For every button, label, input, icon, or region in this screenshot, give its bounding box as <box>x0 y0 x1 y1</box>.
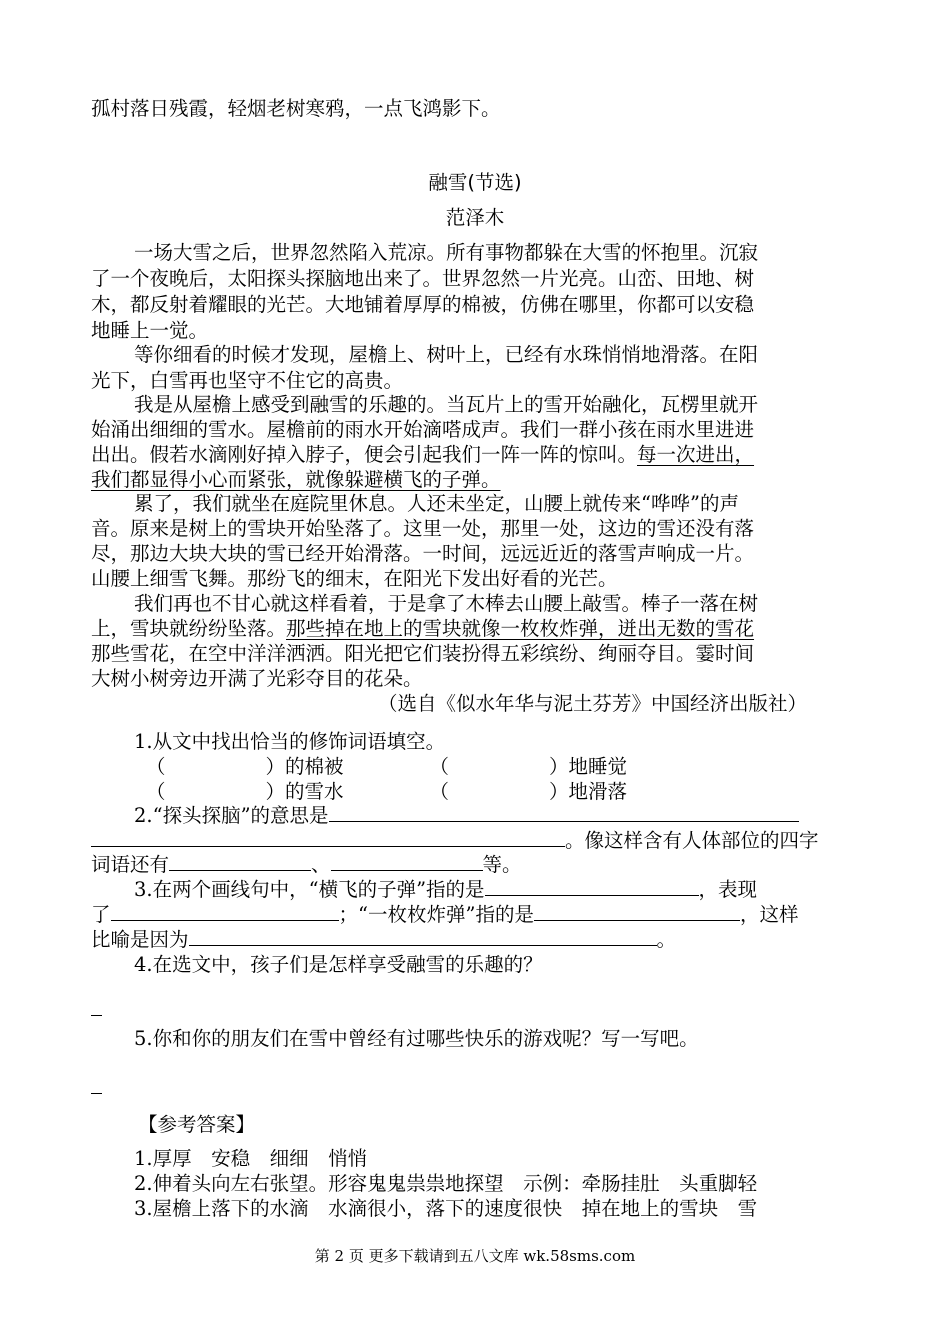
paragraph-line: 一场大雪之后，世界忽然陷入荒凉。所有事物都躲在大雪的怀抱里。沉寂 <box>134 241 759 264</box>
question-3: 3.在两个画线句中，“横飞的子弹”指的是 ，表现 <box>134 878 758 901</box>
answer-blank[interactable] <box>534 902 740 921</box>
question-1-blanks-row-1: （ ）的棉被 （ ）地睡觉 <box>146 755 628 778</box>
question-2-cont: 词语还有 、 等。 <box>91 853 522 876</box>
paragraph-line <box>91 442 754 468</box>
paragraph-line: 尽，那边大块大块的雪已经开始滑落。一时间，远远近近的落雪声响成一片。 <box>91 542 755 565</box>
paragraph-line: 了一个夜晚后，太阳探头探脑地出来了。世界忽然一片光亮。山峦、田地、树 <box>91 267 755 290</box>
page-footer: 第 2 页 更多下载请到五八文库 wk.58sms.com <box>314 1247 636 1265</box>
underlined-sentence-2: 那些掉在地上的雪块就像一枚枚炸弹，迸出无数的雪花 <box>286 617 755 640</box>
blank-label: ）的雪水 <box>265 780 344 803</box>
question-2: 2.“探头探脑”的意思是 <box>134 803 799 829</box>
paragraph-line: 音。原来是树上的雪块开始坠落了。这里一处，那里一处，这边的雪还没有落 <box>91 517 755 540</box>
paragraph-line: 我们再也不甘心就这样看着，于是拿了木棒去山腰上敲雪。棒子一落在树 <box>134 592 759 615</box>
article-author: 范泽木 <box>445 206 505 229</box>
paragraph-line: 等你细看的时候才发现，屋檐上、树叶上，已经有水珠悄悄地滑落。在阳 <box>134 343 759 366</box>
answer-blank[interactable] <box>485 877 699 896</box>
article-source: （选自《似水年华与泥土芬芳》中国经济出版社） <box>378 692 808 715</box>
question-1-blanks-row-2: （ ）的雪水 （ ）地滑落 <box>146 780 628 803</box>
answer-blank[interactable] <box>331 852 483 871</box>
answer-3: 3.屋檐上落下的水滴 水滴很小，落下的速度很快 掉在地上的雪块 雪 <box>134 1197 758 1220</box>
answer-blank[interactable] <box>189 927 657 946</box>
underlined-sentence-1: 每一次进出， <box>637 443 755 466</box>
answer-2: 2.伸着头向左右张望。形容鬼鬼祟祟地探望 示例：牵肠挂肚 头重脚轻 <box>134 1172 758 1195</box>
question-1: 1.从文中找出恰当的修饰词语填空。 <box>134 730 446 753</box>
question-2-cont: 。像这样含有人体部位的四字 <box>91 828 819 854</box>
answer-1: 1.厚厚 安稳 细细 悄悄 <box>134 1147 368 1170</box>
question-4: 4.在选文中，孩子们是怎样享受融雪的乐趣的？ <box>134 953 543 976</box>
paragraph-line: 始涌出细细的雪水。屋檐前的雨水开始滴嗒成声。我们一群小孩在雨水里进进 <box>91 418 755 441</box>
answer-blank[interactable] <box>91 828 565 847</box>
paragraph-text: 上，雪块就纷纷坠落。 <box>91 617 287 640</box>
answer-line-stub <box>91 1093 102 1094</box>
question-3-cont: 比喻是因为 。 <box>91 928 677 951</box>
answer-blank[interactable] <box>169 852 311 871</box>
paragraph-line: 木，都反射着耀眼的光芒。大地铺着厚厚的棉被，仿佛在哪里，你都可以安稳 <box>91 293 755 316</box>
blank-label: ）地睡觉 <box>549 755 628 778</box>
article-title: 融雪(节选) <box>428 171 522 194</box>
answer-line-stub <box>91 1015 102 1016</box>
question-3-cont: 了 ；“一枚枚炸弹”指的是 ，这样 <box>91 903 799 926</box>
question-5: 5.你和你的朋友们在雪中曾经有过哪些快乐的游戏呢？写一写吧。 <box>134 1027 699 1050</box>
answer-blank[interactable] <box>329 803 799 822</box>
paragraph-line: 山腰上细雪飞舞。那纷飞的细末，在阳光下发出好看的光芒。 <box>91 567 618 590</box>
paragraph-line: 那些雪花，在空中洋洋洒洒。阳光把它们装扮得五彩缤纷、绚丽夺目。霎时间 <box>91 642 755 665</box>
paragraph-line <box>91 616 754 642</box>
paragraph-line: 地睡上一觉。 <box>91 319 209 342</box>
underlined-sentence-1-cont: 我们都显得小心而紧张，就像躲避横飞的子弹。 <box>91 468 501 491</box>
answer-blank[interactable] <box>111 902 339 921</box>
blank-label: ）的棉被 <box>265 755 344 778</box>
poem-line: 孤村落日残霞，轻烟老树寒鸦，一点飞鸿影下。 <box>91 97 501 120</box>
paragraph-line: 我是从屋檐上感受到融雪的乐趣的。当瓦片上的雪开始融化，瓦楞里就开 <box>134 393 759 416</box>
paragraph-line: 大树小树旁边开满了光彩夺目的花朵。 <box>91 667 423 690</box>
paragraph-line: 累了，我们就坐在庭院里休息。人还未坐定，山腰上就传来“哗哗”的声 <box>134 492 739 515</box>
answer-heading: 【参考答案】 <box>138 1113 256 1136</box>
paragraph-line: 光下，白雪再也坚守不住它的高贵。 <box>91 369 404 392</box>
blank-label: ）地滑落 <box>549 780 628 803</box>
paragraph-text: 出出。假若水滴刚好掉入脖子，便会引起我们一阵一阵的惊叫。 <box>91 443 638 466</box>
